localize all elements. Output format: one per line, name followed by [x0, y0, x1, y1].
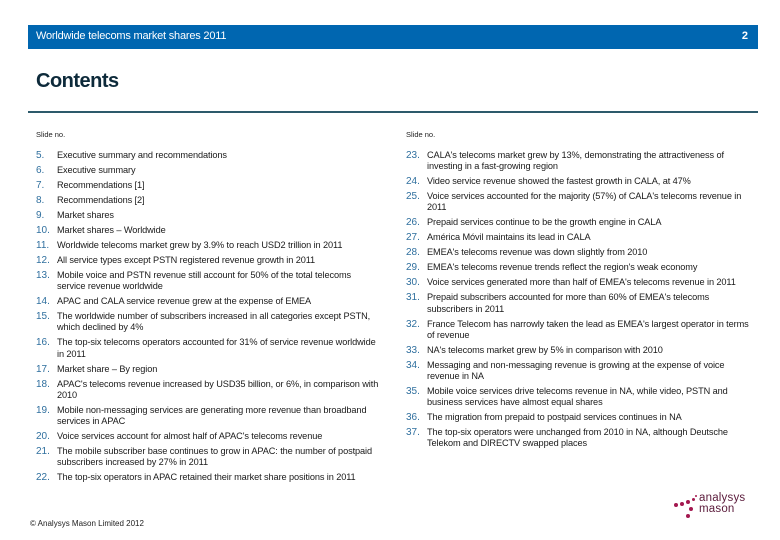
logo-dot-icon — [692, 498, 695, 501]
slide-number: 25. — [406, 191, 420, 203]
left-contents-list — [36, 150, 381, 487]
slide-number: 33. — [406, 344, 420, 356]
logo-line-2: mason — [699, 503, 735, 515]
contents-entry[interactable] — [406, 345, 756, 356]
contents-entry[interactable] — [406, 319, 756, 341]
slide-title: Market share – By region — [57, 363, 158, 374]
slide-title: NA's telecoms market grew by 5% in comparison with 2010 — [427, 344, 663, 355]
title-divider — [28, 111, 758, 113]
slide-number: 27. — [406, 232, 420, 244]
slide-title: América Móvil maintains its lead in CALA — [427, 232, 591, 243]
logo-wordmark — [699, 493, 745, 515]
slide-number: 21. — [36, 446, 50, 458]
contents-entry[interactable] — [36, 472, 381, 483]
slide-title: Mobile non-messaging services are generating more revenue than broadband services in APAC — [57, 404, 367, 427]
right-contents-list — [406, 150, 756, 453]
slide-title: Executive summary and recommendations — [57, 150, 227, 160]
slide-number: 20. — [36, 431, 50, 443]
slide-number: 26. — [406, 217, 420, 229]
slide-number: 30. — [406, 277, 420, 289]
slide-number: 19. — [36, 404, 50, 416]
left-column-label: Slide no. — [36, 130, 66, 139]
slide-number: 14. — [36, 296, 50, 308]
slide-number: 12. — [36, 255, 50, 266]
slide-number: 8. — [36, 195, 45, 206]
slide-title: Prepaid services continue to be the growth engine in CALA — [427, 217, 662, 228]
slide-title: Market shares – Worldwide — [57, 225, 166, 235]
contents-entry[interactable] — [36, 195, 381, 206]
slide-title: Recommendations [1] — [57, 180, 145, 190]
contents-entry[interactable] — [406, 150, 756, 172]
contents-entry[interactable] — [406, 262, 756, 273]
contents-entry[interactable] — [36, 379, 381, 401]
slide-title: Mobile voice services drive telecoms revenue in NA, while video, PSTN and business services have almost equal shares — [427, 386, 728, 408]
contents-entry[interactable] — [36, 150, 381, 161]
contents-entry[interactable] — [36, 270, 381, 292]
logo-line-1: analysys — [699, 492, 746, 504]
slide-number: 34. — [406, 359, 420, 371]
slide-title: Worldwide telecoms market grew by 3.9% to reach USD2 trillion in 2011 — [57, 240, 343, 250]
slide-number: 15. — [36, 311, 50, 323]
contents-entry[interactable] — [36, 431, 381, 442]
contents-entry[interactable] — [36, 311, 381, 333]
slide-title: CALA's telecoms market grew by 13%, demonstrating the attractiveness of investing in a fast-growing region — [427, 150, 724, 172]
slide-title: Voice services generated more than half of EMEA's telecoms revenue in 2011 — [427, 277, 736, 288]
slide-title: The top-six operators were unchanged from 2010 in NA, although Deutsche Telekom and DIRECTV swapped places — [427, 427, 728, 449]
logo-dot-icon — [695, 495, 697, 497]
page-title: Contents — [36, 70, 119, 92]
slide-number: 7. — [36, 180, 45, 191]
slide-number: 32. — [406, 318, 420, 330]
slide-number: 37. — [406, 427, 420, 439]
contents-entry[interactable] — [406, 247, 756, 258]
contents-entry[interactable] — [406, 292, 756, 314]
slide-number: 5. — [36, 150, 45, 161]
right-column-label: Slide no. — [406, 130, 436, 139]
slide-number: 24. — [406, 176, 420, 188]
slide-number: 16. — [36, 337, 50, 349]
slide-title: Video service revenue showed the fastest growth in CALA, at 47% — [427, 176, 691, 187]
slide-number: 36. — [406, 412, 420, 424]
slide-title: Voice services accounted for the majority (57%) of CALA's telecoms revenue in 2011 — [427, 191, 742, 213]
logo-dot-icon — [680, 502, 684, 506]
page-number: 2 — [741, 30, 748, 42]
slide-number: 31. — [406, 292, 420, 304]
slide-number: 13. — [36, 270, 50, 281]
slide-title: Prepaid subscribers accounted for more than 60% of EMEA's telecoms subscribers in 2011 — [427, 292, 710, 314]
slide-title: EMEA's telecoms revenue trends reflect the region's weak economy — [427, 262, 698, 273]
slide-number: 23. — [406, 150, 420, 161]
slide-title: APAC and CALA service revenue grew at the expense of EMEA — [57, 296, 312, 307]
slide-title: Market shares — [57, 210, 114, 220]
contents-entry[interactable] — [406, 176, 756, 187]
slide-title: France Telecom has narrowly taken the lead as EMEA's largest operator in terms of revenue — [427, 318, 749, 340]
logo-dot-icon — [674, 503, 678, 507]
slide-title: Executive summary — [57, 165, 136, 175]
slide-number: 29. — [406, 262, 420, 274]
contents-entry[interactable] — [36, 296, 381, 307]
slide-number: 11. — [36, 240, 50, 251]
slide-title: All service types except PSTN registered revenue growth in 2011 — [57, 255, 316, 265]
slide-title: The worldwide number of subscribers increased in all categories except PSTN, which declined by 4% — [57, 311, 371, 333]
slide-title: The top-six telecoms operators accounted for 31% of service revenue worldwide in 2011 — [57, 337, 376, 359]
slide-number: 6. — [36, 165, 45, 176]
copyright-footer: © Analysys Mason Limited 2012 — [30, 519, 144, 528]
slide-title: Voice services account for almost half of APAC's telecoms revenue — [57, 431, 323, 442]
logo-dot-icon — [686, 514, 690, 518]
contents-entry[interactable] — [36, 210, 381, 221]
slide-title: The migration from prepaid to postpaid services continues in NA — [427, 412, 682, 423]
contents-entry[interactable] — [406, 386, 756, 408]
slide-number: 10. — [36, 225, 50, 236]
slide-title: APAC's telecoms revenue increased by USD35 billion, or 6%, in comparison with 2010 — [57, 378, 379, 400]
slide-title: The mobile subscriber base continues to grow in APAC: the number of postpaid subscribers increased by 27% in 2011 — [57, 446, 372, 468]
contents-entry[interactable] — [406, 427, 756, 449]
slide-number: 28. — [406, 247, 420, 259]
report-title: Worldwide telecoms market shares 2011 — [36, 30, 227, 42]
contents-entry[interactable] — [36, 255, 381, 266]
slide-number: 18. — [36, 378, 50, 390]
contents-entry[interactable] — [36, 364, 381, 375]
contents-entry[interactable] — [406, 277, 756, 288]
contents-entry[interactable] — [406, 232, 756, 243]
slide-number: 17. — [36, 363, 50, 375]
slide-title: Messaging and non-messaging revenue is growing at the expense of voice revenue in NA — [427, 359, 725, 382]
contents-entry[interactable] — [36, 446, 381, 468]
slide-number: 9. — [36, 210, 45, 221]
contents-entry[interactable] — [36, 405, 381, 427]
slide-number: 22. — [36, 472, 50, 484]
slide-number: 35. — [406, 386, 420, 398]
contents-entry[interactable] — [406, 191, 756, 213]
header-bar — [28, 25, 758, 49]
contents-entry[interactable] — [36, 180, 381, 191]
slide-title: The top-six operators in APAC retained their market share positions in 2011 — [57, 472, 356, 483]
contents-entry[interactable] — [406, 412, 756, 423]
slide-title: Recommendations [2] — [57, 195, 145, 205]
contents-entry[interactable] — [36, 225, 381, 236]
contents-entry[interactable] — [36, 165, 381, 176]
analysys-mason-logo — [672, 490, 762, 530]
logo-dot-icon — [689, 507, 693, 511]
contents-entry[interactable] — [36, 337, 381, 359]
contents-entry[interactable] — [36, 240, 381, 251]
contents-entry[interactable] — [406, 217, 756, 228]
slide-title: Mobile voice and PSTN revenue still account for 50% of the total telecoms service revenue worldwide — [57, 270, 351, 292]
slide-title: EMEA's telecoms revenue was down slightly from 2010 — [427, 247, 648, 258]
logo-dot-icon — [686, 500, 690, 504]
contents-entry[interactable] — [406, 360, 756, 382]
